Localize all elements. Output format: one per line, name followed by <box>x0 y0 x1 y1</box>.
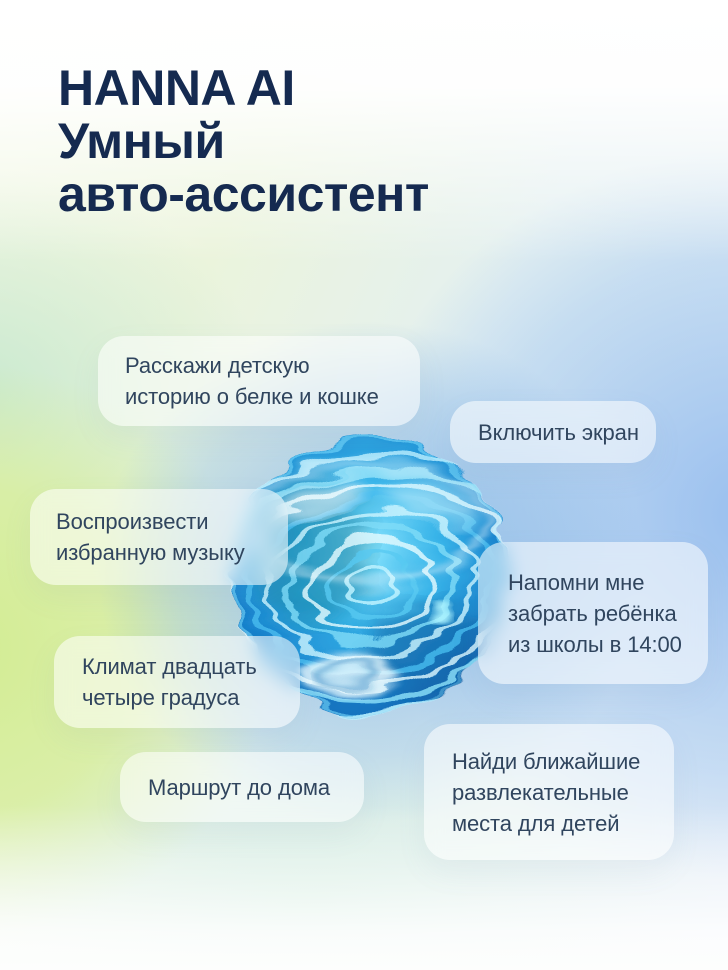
voice-command-bubble-places <box>424 724 674 860</box>
bubble-text-line: места для детей <box>452 810 620 836</box>
bubble-text-line: забрать ребёнка <box>508 600 677 626</box>
voice-command-bubble-story <box>98 336 420 426</box>
voice-command-bubble-climate <box>54 636 300 728</box>
voice-command-bubble-music <box>30 489 288 585</box>
voice-command-bubble-screen <box>450 401 656 463</box>
brand-title: HANNA AI <box>58 60 295 116</box>
voice-command-bubble-reminder <box>478 542 708 684</box>
bubble-text-line: Включить экран <box>478 419 639 445</box>
bubble-text-line: Климат двадцать <box>82 654 257 679</box>
bubble-text-line: историю о белке и кошке <box>125 384 379 409</box>
bubble-text-line: Маршрут до дома <box>148 774 330 800</box>
bubble-text-line: Найди ближайшие <box>452 748 641 774</box>
bubble-text-line: Напомни мне <box>508 569 645 595</box>
voice-command-bubble-route <box>120 752 364 822</box>
bubble-text-line: развлекательные <box>452 779 629 805</box>
subtitle-line-2: авто-ассистент <box>58 166 429 222</box>
bubble-text-line: Воспроизвести <box>56 509 209 534</box>
bubble-text-line: четыре градуса <box>82 685 240 710</box>
header <box>58 62 429 221</box>
bubble-text-line: избранную музыку <box>56 540 245 565</box>
bubble-text-line: из школы в 14:00 <box>508 631 682 657</box>
subtitle-line-1: Умный <box>58 113 225 169</box>
bubble-text-line: Расскажи детскую <box>125 353 310 378</box>
